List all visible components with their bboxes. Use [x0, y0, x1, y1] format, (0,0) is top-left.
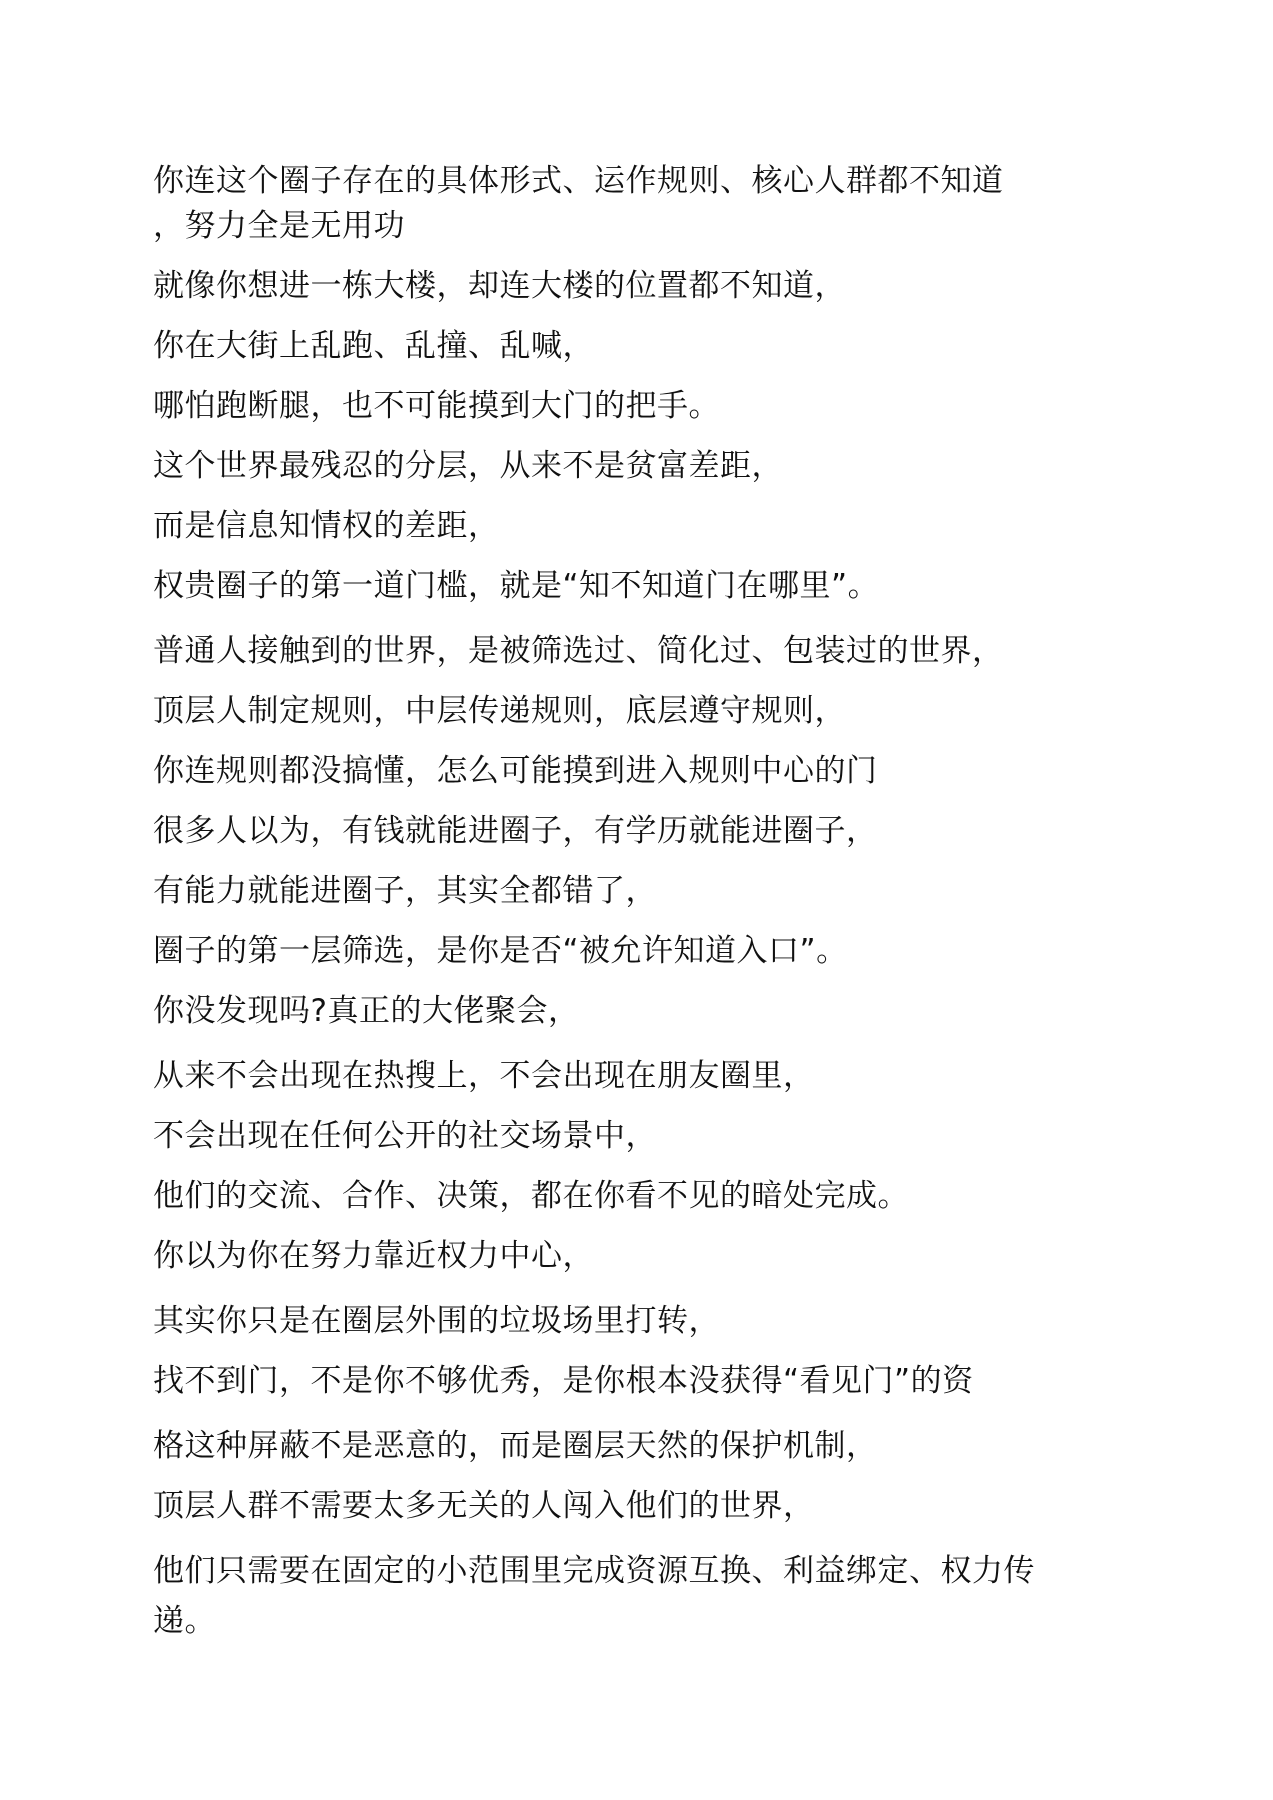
text-line: 有能力就能进圈子，其实全都错了，	[153, 873, 657, 909]
text-line: 从来不会出现在热搜上，不会出现在朋友圈里，	[153, 1058, 815, 1094]
text-line: 其实你只是在圈层外围的垃圾场里打转，	[153, 1303, 720, 1339]
text-line: 你在大街上乱跑、乱撞、乱喊，	[153, 328, 594, 364]
text-line: ，努力全是无用功	[153, 208, 405, 244]
text-line: 权贵圈子的第一道门槛，就是“知不知道门在哪里”。	[153, 568, 880, 604]
text-line: 很多人以为，有钱就能进圈子，有学历就能进圈子，	[153, 813, 878, 849]
text-line: 而是信息知情权的差距，	[153, 508, 500, 544]
text-line: 顶层人制定规则，中层传递规则，底层遵守规则，	[153, 693, 846, 729]
text-line: 你连这个圈子存在的具体形式、运作规则、核心人群都不知道	[153, 163, 1004, 199]
text-line: 你连规则都没搞懂，怎么可能摸到进入规则中心的门	[153, 753, 878, 789]
text-line: 不会出现在任何公开的社交场景中，	[153, 1118, 657, 1154]
text-line: 找不到门，不是你不够优秀，是你根本没获得“看见门”的资	[153, 1363, 974, 1399]
text-line: 你以为你在努力靠近权力中心，	[153, 1238, 594, 1274]
text-line: 这个世界最残忍的分层，从来不是贫富差距，	[153, 448, 783, 484]
text-line: 他们的交流、合作、决策，都在你看不见的暗处完成。	[153, 1178, 909, 1214]
text-line: 格这种屏蔽不是恶意的，而是圈层天然的保护机制，	[153, 1428, 878, 1464]
text-line: 哪怕跑断腿，也不可能摸到大门的把手。	[153, 388, 720, 424]
text-line: 就像你想进一栋大楼，却连大楼的位置都不知道，	[153, 268, 846, 304]
text-line: 你没发现吗?真正的大佬聚会，	[153, 993, 580, 1029]
text-line: 递。	[153, 1603, 216, 1639]
text-line: 顶层人群不需要太多无关的人闯入他们的世界，	[153, 1488, 815, 1524]
text-line: 他们只需要在固定的小范围里完成资源互换、利益绑定、权力传	[153, 1553, 1035, 1589]
text-line: 普通人接触到的世界，是被筛选过、简化过、包装过的世界，	[153, 633, 1004, 669]
text-line: 圈子的第一层筛选，是你是否“被允许知道入口”。	[153, 933, 848, 969]
